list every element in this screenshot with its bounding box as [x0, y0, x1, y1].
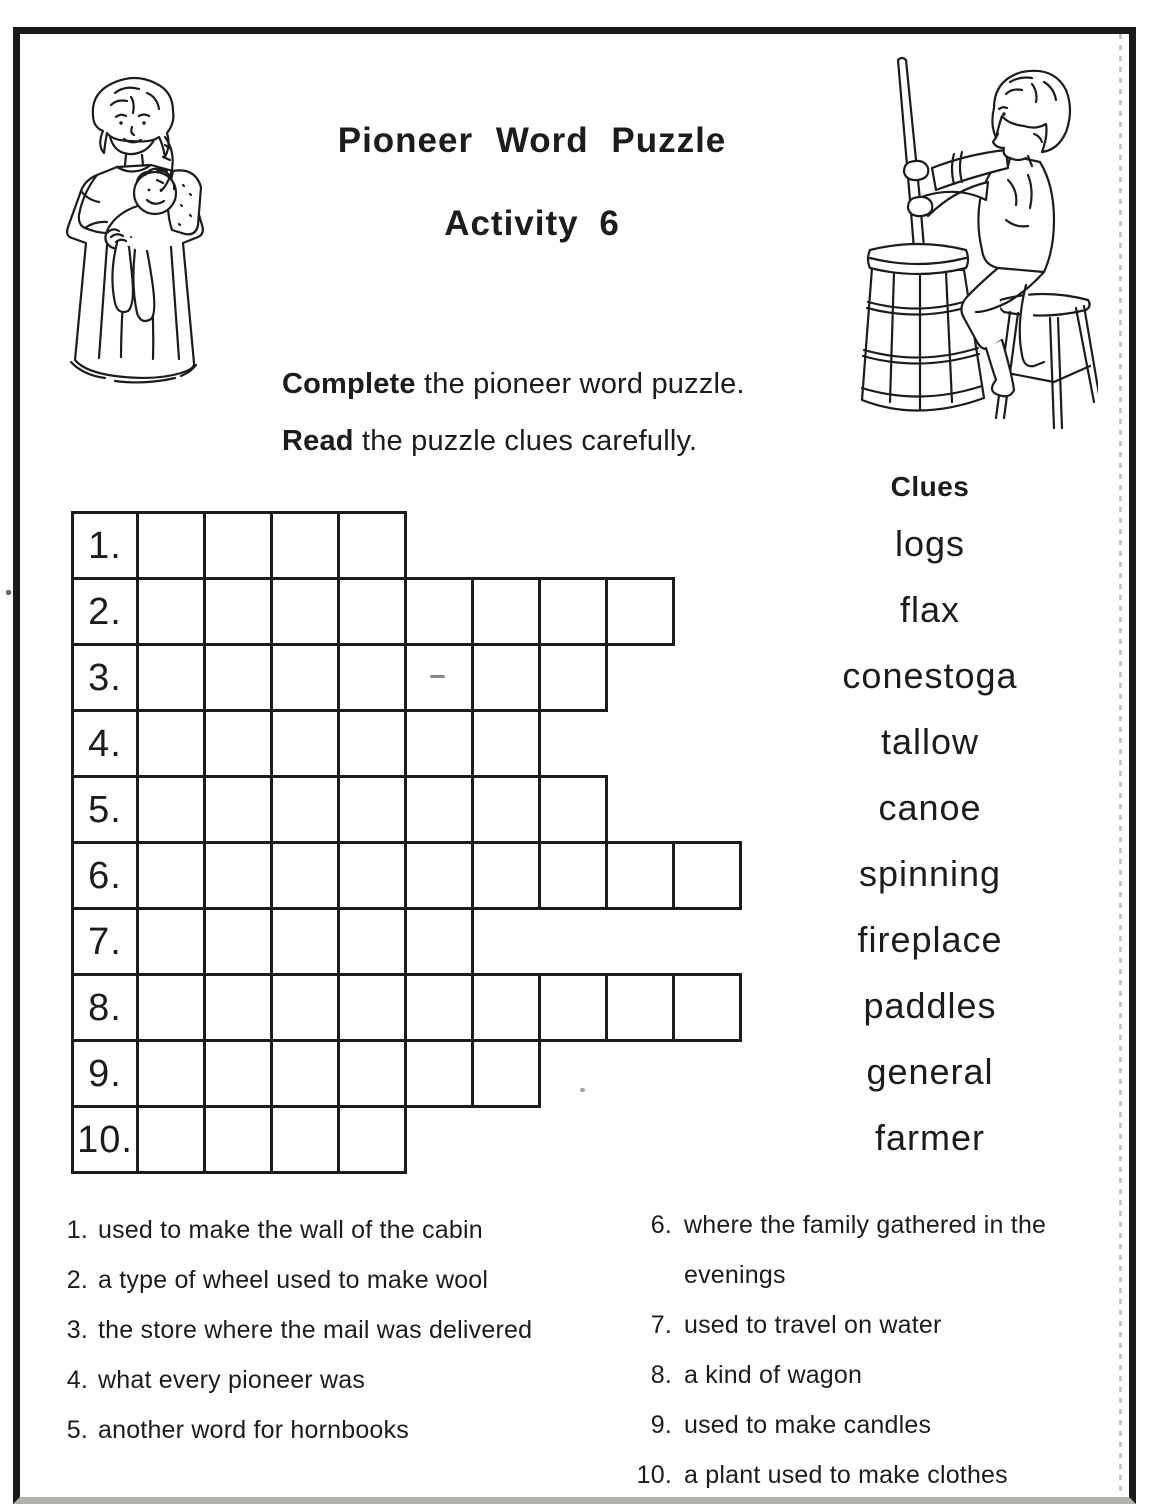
- instruction-1-keyword: Complete: [282, 368, 416, 400]
- clue-number: 8.: [650, 1361, 672, 1389]
- scan-artifact: [6, 590, 11, 595]
- grid-row-8: [71, 973, 742, 1042]
- answer-cell[interactable]: [471, 709, 541, 778]
- row-number: 6.: [71, 841, 139, 910]
- answer-cell[interactable]: [605, 973, 675, 1042]
- answer-cell[interactable]: [270, 775, 340, 844]
- answer-cell[interactable]: [337, 1039, 407, 1108]
- answer-cell[interactable]: [471, 775, 541, 844]
- answer-cell[interactable]: [203, 511, 273, 580]
- answer-cell[interactable]: [337, 511, 407, 580]
- answer-cell[interactable]: [404, 775, 474, 844]
- answer-cell[interactable]: [337, 709, 407, 778]
- answer-cell[interactable]: [337, 643, 407, 712]
- answer-cell[interactable]: [270, 1039, 340, 1108]
- grid-row-6: [71, 841, 742, 910]
- word-bank-word-canoe: canoe: [878, 787, 982, 828]
- clue-number: 2.: [66, 1266, 88, 1294]
- clue-number: 3.: [66, 1316, 88, 1344]
- clue-item-7: [632, 1300, 1104, 1350]
- word-bank-word-spinning: spinning: [858, 853, 1002, 894]
- answer-cell[interactable]: [404, 1039, 474, 1108]
- answer-cell[interactable]: [337, 775, 407, 844]
- clue-text: a type of wheel used to make wool: [98, 1266, 489, 1294]
- clue-text: the store where the mail was delivered: [98, 1316, 533, 1344]
- clue-item-2: [56, 1255, 614, 1305]
- answer-cell[interactable]: [136, 643, 206, 712]
- answer-cell[interactable]: [203, 577, 273, 646]
- answer-cell[interactable]: [270, 907, 340, 976]
- word-bank-word-flax: flax: [899, 589, 961, 630]
- answer-cell[interactable]: [672, 973, 742, 1042]
- word-bank-word-tallow: tallow: [880, 721, 980, 762]
- answer-cell[interactable]: [270, 577, 340, 646]
- instruction-2-keyword: Read: [282, 425, 354, 457]
- answer-cell[interactable]: [270, 709, 340, 778]
- clue-list-right: [632, 1200, 1104, 1500]
- answer-cell[interactable]: [471, 1039, 541, 1108]
- clue-number: 7.: [650, 1311, 672, 1339]
- pioneer-girl-illustration: [55, 75, 225, 400]
- answer-cell[interactable]: [136, 1039, 206, 1108]
- answer-cell[interactable]: [136, 907, 206, 976]
- clue-number: 1.: [66, 1216, 88, 1244]
- answer-cell[interactable]: [605, 841, 675, 910]
- answer-cell[interactable]: [203, 775, 273, 844]
- clue-number: 6.: [650, 1211, 672, 1239]
- answer-cell[interactable]: [270, 511, 340, 580]
- word-bank: [755, 462, 1105, 1171]
- grid-row-9: [71, 1039, 742, 1108]
- grid-row-4: [71, 709, 742, 778]
- answer-cell[interactable]: [538, 643, 608, 712]
- word-bank-word-conestoga: conestoga: [842, 655, 1018, 696]
- word-bank-word-farmer: farmer: [874, 1117, 985, 1158]
- instruction-2-text: the puzzle clues carefully.: [353, 425, 698, 457]
- answer-cell[interactable]: [672, 841, 742, 910]
- row-number: 2.: [71, 577, 139, 646]
- word-bank-header: Clues: [890, 470, 970, 502]
- answer-cell[interactable]: [605, 577, 675, 646]
- answer-cell[interactable]: [404, 973, 474, 1042]
- instruction-1-text: the pioneer word puzzle.: [415, 368, 745, 400]
- clue-list-left: [56, 1205, 614, 1455]
- clue-item-9: [632, 1400, 1104, 1450]
- grid-row-7: [71, 907, 742, 976]
- instruction-line-1: [282, 368, 745, 401]
- clue-item-6: [632, 1200, 1104, 1300]
- row-number: 5.: [71, 775, 139, 844]
- answer-cell[interactable]: [538, 841, 608, 910]
- row-number: 4.: [71, 709, 139, 778]
- word-bank-word-paddles: paddles: [863, 985, 997, 1026]
- scan-artifact: [430, 675, 445, 678]
- answer-cell[interactable]: [471, 973, 541, 1042]
- activity-subtitle: Activity 6: [444, 204, 620, 243]
- answer-cell[interactable]: [337, 1105, 407, 1174]
- answer-cell[interactable]: [471, 643, 541, 712]
- scan-noise: [1119, 34, 1122, 1494]
- clue-text: a plant used to make clothes: [684, 1461, 1008, 1489]
- clue-number: 5.: [66, 1416, 88, 1444]
- word-bank-word-fireplace: fireplace: [857, 919, 1003, 960]
- clue-text: used to make the wall of the cabin: [98, 1216, 483, 1244]
- row-number: 9.: [71, 1039, 139, 1108]
- clue-item-8: [632, 1350, 1104, 1400]
- answer-cell[interactable]: [404, 841, 474, 910]
- answer-cell[interactable]: [203, 643, 273, 712]
- answer-cell[interactable]: [337, 841, 407, 910]
- clue-number: 4.: [66, 1366, 88, 1394]
- row-number: 3.: [71, 643, 139, 712]
- clue-text: used to make candles: [684, 1411, 932, 1439]
- row-number: 7.: [71, 907, 139, 976]
- answer-cell[interactable]: [404, 577, 474, 646]
- answer-cell[interactable]: [203, 973, 273, 1042]
- answer-cell[interactable]: [337, 973, 407, 1042]
- word-bank-word-general: general: [866, 1051, 994, 1092]
- answer-cell[interactable]: [136, 775, 206, 844]
- clue-text: what every pioneer was: [98, 1366, 366, 1394]
- grid-row-5: [71, 775, 742, 844]
- row-number: 8.: [71, 973, 139, 1042]
- answer-cell[interactable]: [136, 709, 206, 778]
- butter-churn-boy-illustration: [858, 50, 1098, 435]
- clue-item-3: [56, 1305, 614, 1355]
- clue-item-1: [56, 1205, 614, 1255]
- answer-cell[interactable]: [203, 1105, 273, 1174]
- answer-cell[interactable]: [270, 841, 340, 910]
- answer-cell[interactable]: [203, 841, 273, 910]
- grid-row-10: [71, 1105, 742, 1174]
- answer-cell[interactable]: [337, 577, 407, 646]
- instruction-line-2: [282, 425, 697, 458]
- answer-cell[interactable]: [538, 577, 608, 646]
- answer-cell[interactable]: [136, 511, 206, 580]
- clue-text: used to travel on water: [684, 1311, 942, 1339]
- answer-cell[interactable]: [538, 775, 608, 844]
- clue-number: 9.: [650, 1411, 672, 1439]
- answer-cell[interactable]: [337, 907, 407, 976]
- clue-text: where the family gathered in the evenings: [684, 1211, 1047, 1289]
- answer-cell[interactable]: [404, 907, 474, 976]
- page-title: Pioneer Word Puzzle: [337, 121, 727, 160]
- scan-artifact: [580, 1088, 585, 1092]
- answer-cell[interactable]: [203, 907, 273, 976]
- row-number: 10.: [71, 1105, 139, 1174]
- answer-cell[interactable]: [270, 643, 340, 712]
- word-bank-word-logs: logs: [894, 523, 966, 564]
- clue-number: 10.: [636, 1461, 672, 1489]
- answer-cell[interactable]: [270, 973, 340, 1042]
- answer-cell[interactable]: [471, 841, 541, 910]
- puzzle-grid: [71, 511, 742, 1174]
- answer-cell[interactable]: [270, 1105, 340, 1174]
- answer-cell[interactable]: [203, 709, 273, 778]
- grid-row-2: [71, 577, 742, 646]
- answer-cell[interactable]: [136, 577, 206, 646]
- row-number: 1.: [71, 511, 139, 580]
- grid-row-1: [71, 511, 742, 580]
- clue-item-4: [56, 1355, 614, 1405]
- answer-cell[interactable]: [404, 709, 474, 778]
- clue-text: a kind of wagon: [684, 1361, 863, 1389]
- clue-item-5: [56, 1405, 614, 1455]
- answer-cell[interactable]: [136, 1105, 206, 1174]
- clue-item-10: [632, 1450, 1104, 1500]
- answer-cell[interactable]: [203, 1039, 273, 1108]
- clue-text: another word for hornbooks: [98, 1416, 409, 1444]
- answer-cell[interactable]: [538, 973, 608, 1042]
- grid-row-3: [71, 643, 742, 712]
- answer-cell[interactable]: [136, 841, 206, 910]
- answer-cell[interactable]: [136, 973, 206, 1042]
- answer-cell[interactable]: [471, 577, 541, 646]
